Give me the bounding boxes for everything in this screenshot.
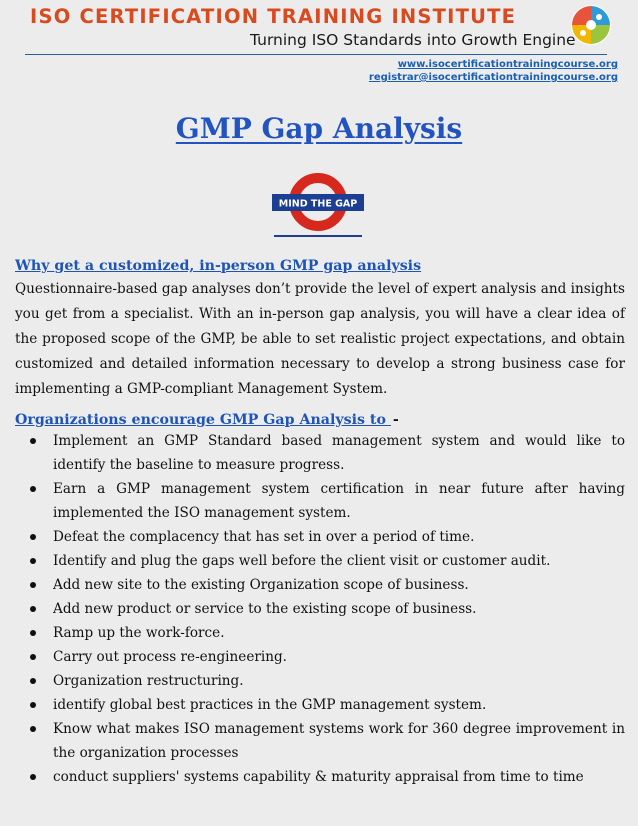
logo-underline bbox=[274, 235, 362, 237]
list-item: Ramp up the work-force. bbox=[15, 621, 625, 645]
section2-heading bbox=[15, 412, 625, 428]
section1-body: Questionnaire-based gap analyses don’t provide the level of expert analysis and insights you get from a specialist. With an in-person gap analysis, you will have a clear idea of the proposed scope of the GMP, be able to set realistic project expectations, and obtain customized and detailed information necessary to develop a strong business case for implementing a GMP-compliant Management System. bbox=[15, 281, 625, 397]
bullet-icon bbox=[30, 630, 36, 636]
puzzle-logo-icon bbox=[570, 4, 612, 46]
bullet-icon bbox=[30, 582, 36, 588]
list-item: Implement an GMP Standard based management system and would like to identify the baseline to measure progress. bbox=[15, 429, 625, 477]
bullet-icon bbox=[30, 606, 36, 612]
list-item: Add new product or service to the existing scope of business. bbox=[15, 597, 625, 621]
section2-heading-dash: - bbox=[392, 412, 399, 428]
list-item: identify global best practices in the GMP management system. bbox=[15, 693, 625, 717]
section2-heading-text: Organizations encourage GMP Gap Analysis to bbox=[15, 412, 391, 428]
logo-text: MIND THE GAP bbox=[278, 198, 358, 210]
benefits-list bbox=[15, 429, 625, 789]
bullet-icon bbox=[30, 534, 36, 540]
email-link[interactable]: registrar@isocertificationtrainingcourse.org bbox=[368, 72, 618, 83]
bullet-icon bbox=[30, 702, 36, 708]
org-name: ISO CERTIFICATION TRAINING INSTITUTE bbox=[30, 5, 517, 28]
header-divider bbox=[25, 54, 607, 55]
page-title: GMP Gap Analysis bbox=[175, 112, 463, 145]
list-item: Earn a GMP management system certification in near future after having implemented the ISO management system. bbox=[15, 477, 625, 525]
bullet-icon bbox=[30, 774, 36, 780]
bullet-icon bbox=[30, 486, 36, 492]
bullet-icon bbox=[30, 438, 36, 444]
bullet-icon bbox=[30, 558, 36, 564]
section1-heading: Why get a customized, in-person GMP gap analysis bbox=[15, 258, 422, 274]
list-item: Add new site to the existing Organization scope of business. bbox=[15, 573, 625, 597]
main-content bbox=[15, 258, 625, 789]
contact-block bbox=[369, 58, 618, 84]
website-link[interactable]: www.isocertificationtrainingcourse.org bbox=[397, 59, 618, 70]
list-item: Defeat the complacency that has set in over a period of time. bbox=[15, 525, 625, 549]
list-item: Carry out process re-engineering. bbox=[15, 645, 625, 669]
bullet-icon bbox=[30, 678, 36, 684]
list-item: Know what makes ISO management systems work for 360 degree improvement in the organization processes bbox=[15, 717, 625, 765]
list-item: Organization restructuring. bbox=[15, 669, 625, 693]
list-item: conduct suppliers' systems capability & maturity appraisal from time to time bbox=[15, 765, 625, 789]
tagline: Turning ISO Standards into Growth Engine bbox=[250, 31, 576, 49]
page-header bbox=[0, 0, 638, 90]
list-item: Identify and plug the gaps well before the client visit or customer audit. bbox=[15, 549, 625, 573]
mind-the-gap-logo bbox=[270, 170, 366, 238]
bullet-icon bbox=[30, 654, 36, 660]
bullet-icon bbox=[30, 726, 36, 732]
